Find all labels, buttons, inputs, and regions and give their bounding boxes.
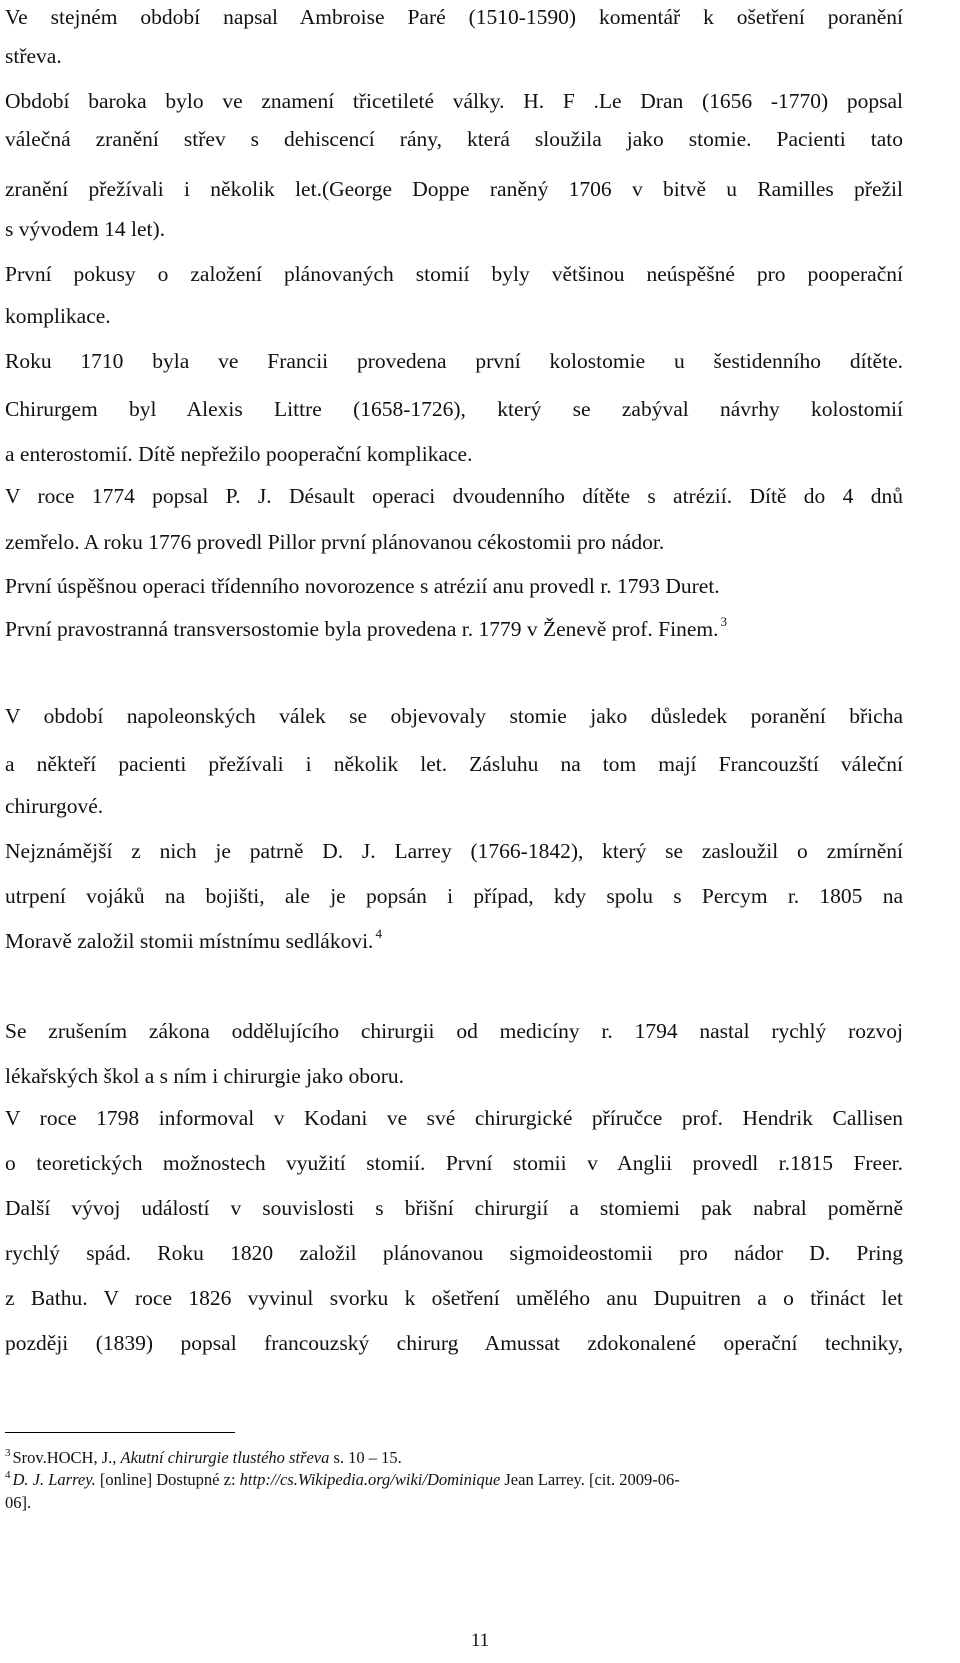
body-line: a enterostomií. Dítě nepřežilo pooperační komplikace. (5, 442, 473, 466)
footnote-text: Srov.HOCH, J., (12, 1448, 121, 1467)
body-line: z Bathu. V roce 1826 vyvinul svorku k ošetření umělého anu Dupuitren a o třináct let (5, 1286, 903, 1310)
body-line (5, 614, 903, 647)
body-line: chirurgové. (5, 794, 104, 818)
body-line: lékařských škol a s ním i chirurgie jako oboru. (5, 1064, 405, 1088)
footnote-ref: 4 (375, 926, 382, 941)
footnote-text: s. 10 – 15. (329, 1448, 402, 1467)
body-line: zranění přežívali i několik let.(George Doppe raněný 1706 v bitvě u Ramilles přežil (5, 177, 903, 201)
body-line (5, 926, 903, 959)
footnote-4 (5, 1469, 680, 1493)
body-line: První úspěšnou operaci třídenního novorozence s atrézií anu provedl r. 1793 Duret. (5, 574, 720, 598)
body-line: utrpení vojáků na bojišti, ale je popsán i případ, kdy spolu s Percym r. 1805 na (5, 884, 903, 908)
body-line: Roku 1710 byla ve Francii provedena první kolostomie u šestidenního dítěte. (5, 349, 903, 373)
body-line: později (1839) popsal francouzský chirurg Amussat zdokonalené operační techniky, (5, 1331, 903, 1355)
page-number: 11 (470, 1630, 490, 1651)
body-line: válečná zranění střev s dehiscencí rány, která sloužila jako stomie. Pacienti tato (5, 127, 903, 151)
footnote-number: 4 (5, 1469, 11, 1481)
body-line: a někteří pacienti přežívali i několik let. Zásluhu na tom mají Francouzští váleční (5, 752, 903, 776)
footnote-author: D. J. Larrey. (12, 1470, 96, 1489)
footnote-4-continuation: 06]. (5, 1493, 32, 1512)
body-line: s vývodem 14 let). (5, 217, 166, 241)
footnote-text: Jean Larrey. [cit. 2009-06- (500, 1470, 680, 1489)
body-line: Chirurgem byl Alexis Littre (1658-1726), který se zabýval návrhy kolostomií (5, 397, 903, 421)
body-line: Období baroka bylo ve znamení třicetileté války. H. F .Le Dran (1656 -1770) popsal (5, 89, 903, 113)
body-line: střeva. (5, 44, 62, 68)
body-line: V roce 1798 informoval v Kodani ve své chirurgické příručce prof. Hendrik Callisen (5, 1106, 903, 1130)
body-line: rychlý spád. Roku 1820 založil plánovanou sigmoideostomii pro nádor D. Pring (5, 1241, 903, 1265)
body-line-text: Moravě založil stomii místnímu sedlákovi. (5, 929, 374, 953)
body-line: Ve stejném období napsal Ambroise Paré (1510-1590) komentář k ošetření poranění (5, 5, 903, 29)
footnote-separator (5, 1432, 235, 1433)
body-line: Nejznámější z nich je patrně D. J. Larrey (1766-1842), který se zasloužil o zmírnění (5, 839, 903, 863)
footnote-text: [online] Dostupné z: (95, 1470, 240, 1489)
footnote-url: http://cs.Wikipedia.org/wiki/Dominique (239, 1470, 501, 1489)
body-line: zemřelo. A roku 1776 provedl Pillor první plánovanou cékostomii pro nádor. (5, 530, 665, 554)
body-line: Další vývoj událostí v souvislosti s břišní chirurgií a stomiemi pak nabral poměrně (5, 1196, 903, 1220)
body-line: o teoretických možnostech využití stomií. První stomii v Anglii provedl r.1815 Freer. (5, 1151, 903, 1175)
body-line: V roce 1774 popsal P. J. Désault operaci dvoudenního dítěte s atrézií. Dítě do 4 dnů (5, 484, 903, 508)
footnote-3 (5, 1447, 402, 1471)
footnote-ref: 3 (720, 614, 727, 629)
body-line: V období napoleonských válek se objevovaly stomie jako důsledek poranění břicha (5, 704, 903, 728)
body-line: komplikace. (5, 304, 111, 328)
body-line-text: První pravostranná transversostomie byla provedena r. 1779 v Ženevě prof. Finem. (5, 617, 719, 641)
body-line: První pokusy o založení plánovaných stomií byly většinou neúspěšné pro pooperační (5, 262, 903, 286)
footnote-title: Akutní chirurgie tlustého střeva (120, 1448, 330, 1467)
footnote-number: 3 (5, 1447, 11, 1459)
body-line: Se zrušením zákona oddělujícího chirurgii od medicíny r. 1794 nastal rychlý rozvoj (5, 1019, 903, 1043)
